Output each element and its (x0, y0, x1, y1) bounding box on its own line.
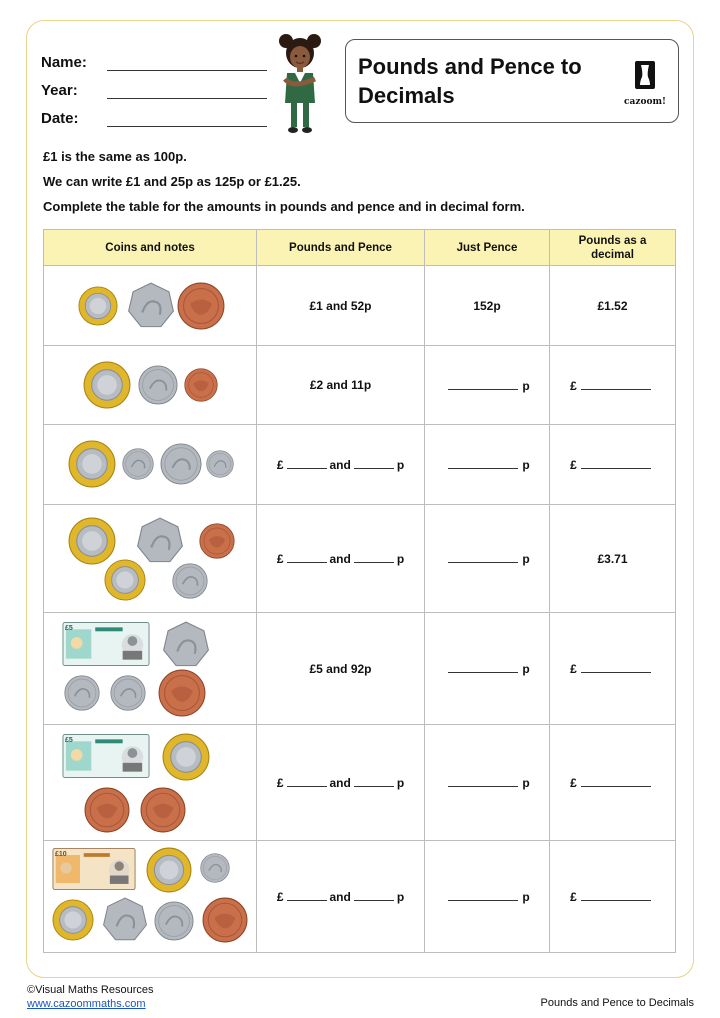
one-pound-coin-icon (78, 286, 118, 326)
pound-sign: £ (276, 890, 284, 904)
pence-suffix: p (522, 890, 530, 904)
cazoom-logo-icon (634, 60, 656, 90)
just-pence-answer-line[interactable] (448, 661, 518, 673)
ten-pence-coin-icon (138, 365, 178, 405)
student-character-icon (277, 29, 323, 137)
five-pence-coin-icon (206, 450, 234, 478)
header-coins-notes: Coins and notes (44, 230, 257, 266)
pounds-pence-cell (257, 725, 425, 841)
note-label-five-text: £5 (65, 625, 73, 632)
decimal-cell (550, 346, 676, 425)
pence-suffix: p (396, 776, 405, 790)
two-pound-coin-icon (83, 361, 131, 409)
decimal-answer-line[interactable] (581, 775, 651, 787)
just-pence-cell (425, 505, 550, 613)
two-pence-coin-icon (140, 787, 186, 833)
coins-cell (44, 425, 257, 505)
note-label-five (65, 734, 83, 744)
pounds-pence-cell: £1 and 52p (257, 266, 425, 346)
decimal-cell (550, 613, 676, 725)
fifty-pence-coin-icon (136, 517, 184, 565)
date-field[interactable] (41, 99, 267, 127)
two-pound-coin-icon (146, 847, 192, 893)
just-pence-answer-line[interactable] (448, 378, 518, 390)
and-word: and (329, 890, 351, 904)
note-label-ten-text: £10 (55, 851, 67, 858)
coins-cell (44, 346, 257, 425)
pence-suffix: p (396, 458, 405, 472)
pound-sign: £ (570, 890, 577, 904)
table-row (44, 346, 676, 425)
pence-suffix: p (396, 890, 405, 904)
pound-sign: £ (276, 458, 284, 472)
just-pence-cell: 152p (425, 266, 550, 346)
pound-sign: £ (570, 378, 577, 393)
note-label-five (65, 622, 83, 632)
just-pence-answer-line[interactable] (448, 775, 518, 787)
just-pence-cell (425, 425, 550, 505)
pence-suffix: p (522, 378, 530, 393)
pounds-pence-cell (257, 505, 425, 613)
table-row (44, 725, 676, 841)
just-pence-cell (425, 725, 550, 841)
fifty-pence-coin-icon (162, 621, 210, 669)
pound-sign: £ (570, 458, 577, 472)
twenty-pence-coin-icon (110, 675, 146, 711)
note-label-five-text: £5 (65, 737, 73, 744)
just-pence-answer-line[interactable] (448, 551, 518, 563)
just-pence-cell (425, 841, 550, 953)
one-pound-coin-icon (104, 559, 146, 601)
copyright-text: ©Visual Maths Resources (27, 984, 154, 996)
decimal-cell (550, 425, 676, 505)
name-line[interactable] (107, 57, 267, 71)
twenty-pence-coin-icon (64, 675, 100, 711)
decimal-cell (550, 725, 676, 841)
pounds-pence-cell: £5 and 92p (257, 613, 425, 725)
instruction-3: Complete the table for the amounts in pounds and pence and in decimal form. (43, 199, 525, 214)
just-pence-answer-line[interactable] (448, 889, 518, 901)
coins-cell (44, 505, 257, 613)
two-pound-coin-icon (52, 899, 94, 941)
logo-word: cazoom! (624, 97, 666, 107)
two-pence-coin-icon (158, 669, 206, 717)
pounds-answer-line[interactable] (287, 551, 327, 563)
pence-answer-line[interactable] (354, 457, 394, 469)
page-title (358, 52, 618, 110)
footer-title: Pounds and Pence to Decimals (540, 997, 694, 1009)
coins-cell (44, 725, 257, 841)
pound-sign: £ (276, 552, 284, 566)
coins-cell (44, 613, 257, 725)
decimal-answer-line[interactable] (581, 378, 651, 390)
title-line-1: Pounds and Pence to (358, 54, 582, 79)
note-label-ten (55, 848, 75, 858)
header-pounds-decimal: Pounds as a decimal (550, 230, 676, 266)
pence-answer-line[interactable] (354, 889, 394, 901)
website-link[interactable]: www.cazoommaths.com (27, 998, 146, 1010)
header-pounds-pence: Pounds and Pence (257, 230, 425, 266)
name-label: Name: (41, 54, 87, 71)
fifty-pence-coin-icon (127, 282, 175, 330)
pence-answer-line[interactable] (354, 551, 394, 563)
pounds-pence-cell (257, 841, 425, 953)
pounds-pence-cell: £2 and 11p (257, 346, 425, 425)
footer-credits (27, 983, 154, 1011)
decimal-answer-line[interactable] (581, 661, 651, 673)
table-row (44, 266, 676, 346)
pence-suffix: p (522, 458, 530, 472)
five-pence-coin-icon (122, 448, 154, 480)
coins-cell (44, 266, 257, 346)
ten-pence-coin-icon (200, 853, 230, 883)
decimal-cell: £1.52 (550, 266, 676, 346)
title-line-2: Decimals (358, 83, 455, 108)
two-pound-coin-icon (162, 733, 210, 781)
table-row (44, 613, 676, 725)
table-row (44, 841, 676, 953)
table-row (44, 425, 676, 505)
just-pence-cell (425, 613, 550, 725)
decimal-answer-line[interactable] (581, 457, 651, 469)
name-field[interactable] (41, 43, 267, 71)
pound-sign: £ (276, 776, 284, 790)
header-just-pence: Just Pence (425, 230, 550, 266)
pounds-answer-line[interactable] (287, 889, 327, 901)
ten-pence-coin-icon (160, 443, 202, 485)
two-pence-coin-icon (177, 282, 225, 330)
pence-suffix: p (522, 662, 530, 676)
just-pence-cell (425, 346, 550, 425)
and-word: and (329, 552, 351, 566)
pound-sign: £ (570, 662, 577, 676)
pence-suffix: p (396, 552, 405, 566)
pounds-answer-line[interactable] (287, 457, 327, 469)
pound-sign: £ (570, 776, 577, 790)
worksheet (26, 20, 694, 978)
two-pence-coin-icon (84, 787, 130, 833)
decimal-answer-line[interactable] (581, 889, 651, 901)
just-pence-answer-line[interactable] (448, 457, 518, 469)
coins-cell (44, 841, 257, 953)
pence-suffix: p (522, 776, 530, 790)
cazoom-logo (622, 60, 668, 106)
one-penny-coin-icon (184, 368, 218, 402)
two-pound-coin-icon (68, 440, 116, 488)
money-table (43, 229, 676, 953)
decimal-cell (550, 841, 676, 953)
ten-pence-coin-icon (154, 901, 194, 941)
year-label: Year: (41, 82, 78, 99)
instruction-2: We can write £1 and 25p as 125p or £1.25. (43, 174, 301, 189)
year-line[interactable] (107, 85, 267, 99)
one-penny-coin-icon (199, 523, 235, 559)
pence-suffix: p (522, 552, 530, 566)
year-field[interactable] (41, 71, 267, 99)
pounds-pence-cell (257, 425, 425, 505)
pence-answer-line[interactable] (354, 775, 394, 787)
twenty-pence-coin-icon (172, 563, 208, 599)
table-header-row (44, 230, 676, 266)
title-box (345, 39, 679, 123)
pounds-answer-line[interactable] (287, 775, 327, 787)
table-row (44, 505, 676, 613)
two-pence-coin-icon (202, 897, 248, 943)
and-word: and (329, 458, 351, 472)
fifty-pence-coin-icon (102, 897, 148, 943)
decimal-cell: £3.71 (550, 505, 676, 613)
student-info (41, 43, 267, 127)
instructions (43, 149, 525, 224)
date-line[interactable] (107, 113, 267, 127)
and-word: and (329, 776, 351, 790)
two-pound-coin-icon (68, 517, 116, 565)
date-label: Date: (41, 110, 79, 127)
instruction-1: £1 is the same as 100p. (43, 149, 187, 164)
